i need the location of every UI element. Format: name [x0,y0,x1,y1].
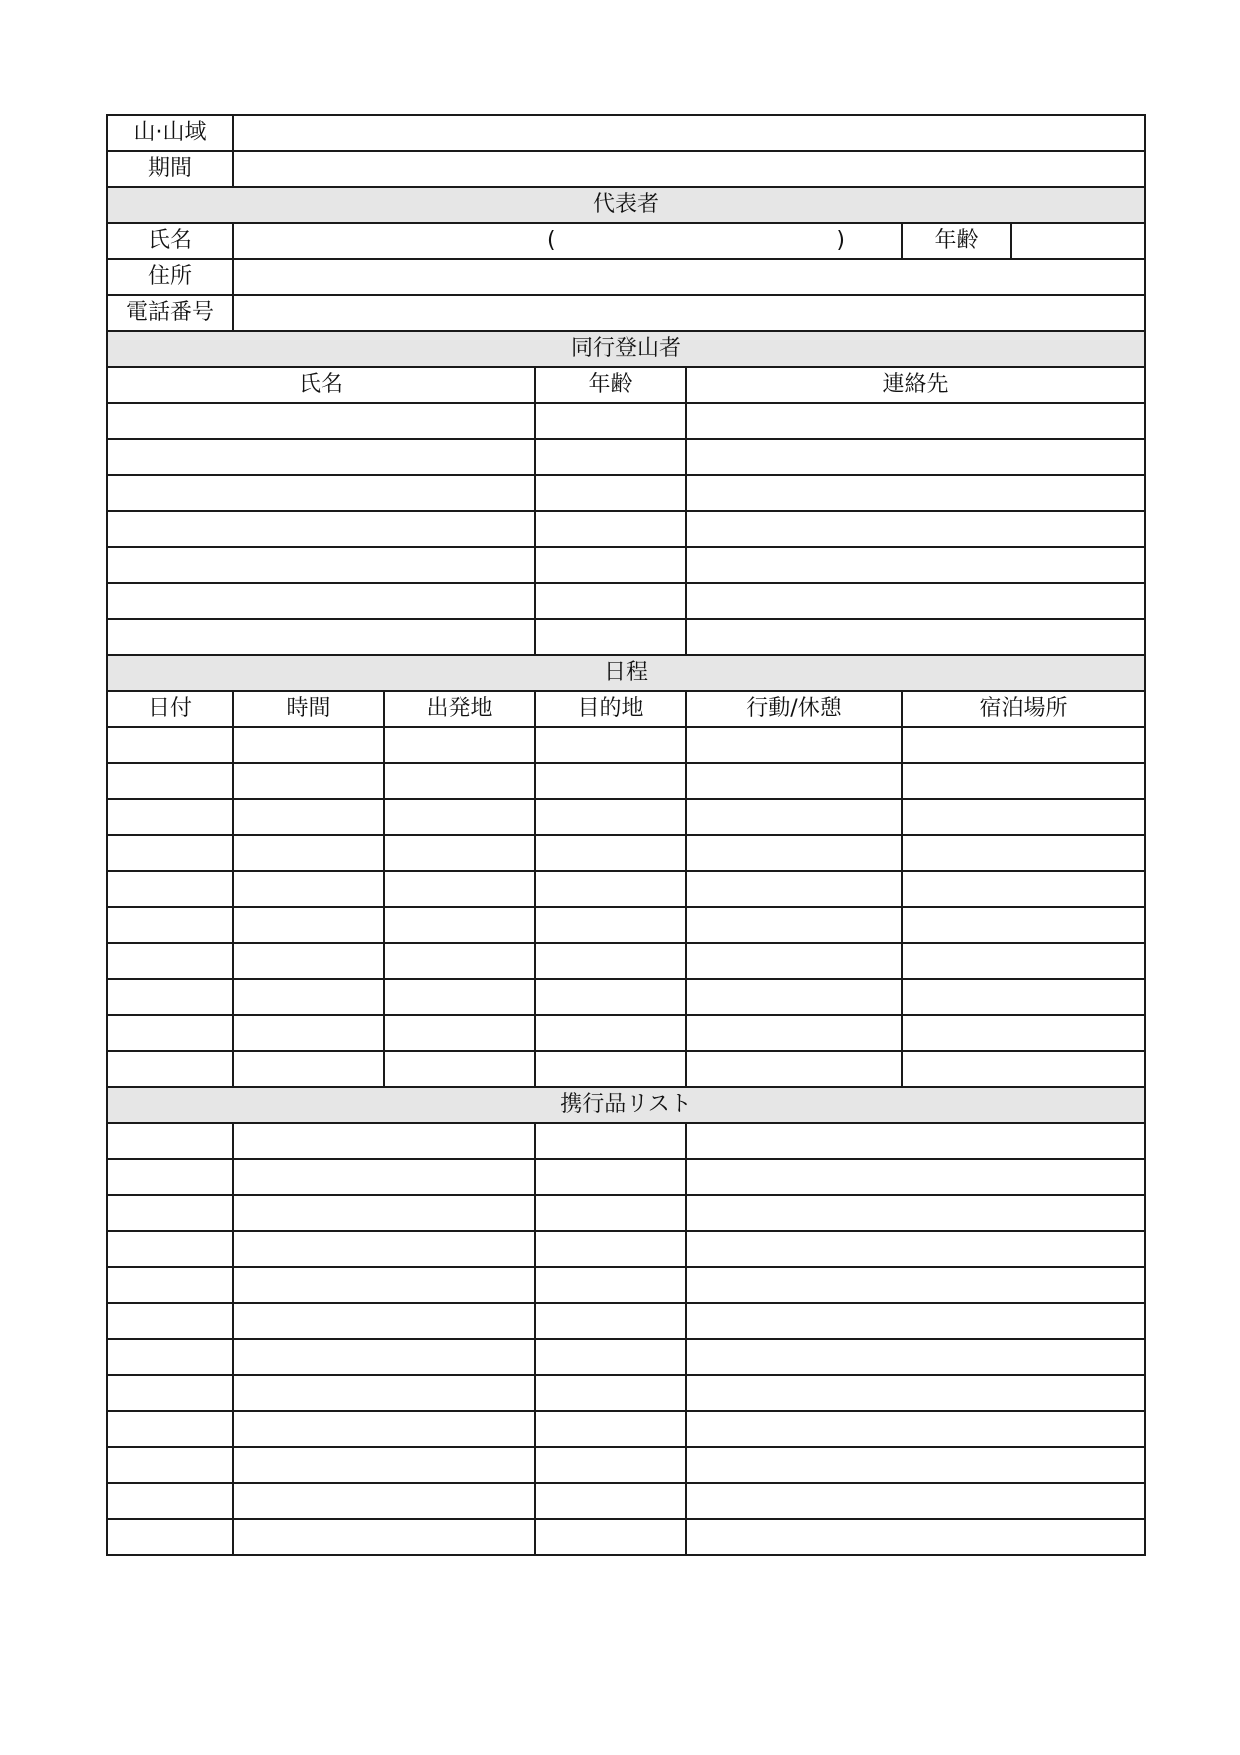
gear-section-title: 携行品リスト [107,1087,1145,1123]
gear-cell-2[interactable] [233,1483,535,1519]
gear-cell-4[interactable] [686,1231,1145,1267]
representative-address-row [107,259,1145,295]
gear-row [107,1195,1145,1231]
schedule-departure-cell[interactable] [384,1015,535,1051]
schedule-time-cell[interactable] [233,835,384,871]
gear-cell-4[interactable] [686,1123,1145,1159]
gear-cell-3[interactable] [535,1375,686,1411]
schedule-activity-cell[interactable] [686,727,902,763]
companion-age-cell[interactable] [535,403,686,439]
schedule-departure-cell[interactable] [384,907,535,943]
schedule-time-cell[interactable] [233,727,384,763]
schedule-row [107,943,1145,979]
schedule-date-cell[interactable] [107,763,233,799]
period-field[interactable] [233,151,1145,187]
schedule-destination-cell[interactable] [535,1051,686,1087]
schedule-activity-cell[interactable] [686,835,902,871]
companions-header-row [107,331,1145,367]
schedule-time-cell[interactable] [233,871,384,907]
schedule-lodging-cell[interactable] [902,727,1145,763]
gear-cell-2[interactable] [233,1447,535,1483]
schedule-destination-cell[interactable] [535,871,686,907]
gear-rows [107,1123,1145,1555]
companion-contact-cell[interactable] [686,583,1145,619]
gear-cell-2[interactable] [233,1519,535,1555]
companion-age-cell[interactable] [535,619,686,655]
gear-row [107,1303,1145,1339]
schedule-date-cell[interactable] [107,979,233,1015]
schedule-section-title: 日程 [107,655,1145,691]
gear-cell-2[interactable] [233,1267,535,1303]
schedule-departure-cell[interactable] [384,979,535,1015]
companion-row [107,475,1145,511]
period-label: 期間 [107,151,233,187]
schedule-departure-cell[interactable] [384,943,535,979]
mountain-label: 山·山域 [107,115,233,151]
schedule-lodging-cell[interactable] [902,907,1145,943]
schedule-activity-cell[interactable] [686,1051,902,1087]
representative-section-title: 代表者 [107,187,1145,223]
companion-contact-cell[interactable] [686,511,1145,547]
schedule-destination-cell[interactable] [535,979,686,1015]
schedule-destination-cell[interactable] [535,799,686,835]
schedule-col-date: 日付 [107,691,233,727]
gear-cell-2[interactable] [233,1411,535,1447]
gear-row [107,1411,1145,1447]
gear-cell-4[interactable] [686,1195,1145,1231]
gear-cell-4[interactable] [686,1519,1145,1555]
companions-col-age: 年齢 [535,367,686,403]
companion-contact-cell[interactable] [686,403,1145,439]
schedule-time-cell[interactable] [233,907,384,943]
representative-phone-row [107,295,1145,331]
companion-name-cell[interactable] [107,511,535,547]
companion-row [107,547,1145,583]
companion-name-cell[interactable] [107,619,535,655]
schedule-date-cell[interactable] [107,799,233,835]
gear-cell-1[interactable] [107,1375,233,1411]
schedule-activity-cell[interactable] [686,943,902,979]
companions-col-name: 氏名 [107,367,535,403]
companion-rows [107,403,1145,655]
companion-row [107,619,1145,655]
companion-row [107,583,1145,619]
representative-header-row [107,187,1145,223]
gear-cell-1[interactable] [107,1267,233,1303]
gear-cell-1[interactable] [107,1123,233,1159]
gear-cell-1[interactable] [107,1483,233,1519]
gear-cell-3[interactable] [535,1411,686,1447]
gear-cell-2[interactable] [233,1159,535,1195]
schedule-date-cell[interactable] [107,835,233,871]
schedule-destination-cell[interactable] [535,907,686,943]
companion-row [107,439,1145,475]
representative-address-label: 住所 [107,259,233,295]
representative-phone-field[interactable] [233,295,1145,331]
companion-row [107,511,1145,547]
gear-cell-2[interactable] [233,1339,535,1375]
gear-cell-4[interactable] [686,1159,1145,1195]
gear-cell-3[interactable] [535,1123,686,1159]
schedule-date-cell[interactable] [107,871,233,907]
schedule-lodging-cell[interactable] [902,979,1145,1015]
schedule-time-cell[interactable] [233,1051,384,1087]
schedule-activity-cell[interactable] [686,763,902,799]
companion-contact-cell[interactable] [686,547,1145,583]
schedule-destination-cell[interactable] [535,763,686,799]
schedule-date-cell[interactable] [107,1015,233,1051]
schedule-date-cell[interactable] [107,907,233,943]
schedule-destination-cell[interactable] [535,727,686,763]
companion-age-cell[interactable] [535,547,686,583]
climbing-plan-form [106,114,1144,1556]
gear-row [107,1123,1145,1159]
schedule-col-lodging: 宿泊場所 [902,691,1145,727]
companion-name-cell[interactable] [107,403,535,439]
gear-cell-2[interactable] [233,1123,535,1159]
gear-cell-3[interactable] [535,1159,686,1195]
schedule-departure-cell[interactable] [384,799,535,835]
companions-column-row [107,367,1145,403]
gear-row [107,1267,1145,1303]
schedule-column-row [107,691,1145,727]
paren-close: ) [836,228,845,253]
schedule-row [107,1015,1145,1051]
gear-cell-1[interactable] [107,1447,233,1483]
schedule-activity-cell[interactable] [686,871,902,907]
schedule-lodging-cell[interactable] [902,1015,1145,1051]
schedule-activity-cell[interactable] [686,979,902,1015]
schedule-departure-cell[interactable] [384,871,535,907]
gear-cell-4[interactable] [686,1483,1145,1519]
gear-row [107,1339,1145,1375]
schedule-date-cell[interactable] [107,943,233,979]
schedule-row [107,871,1145,907]
schedule-lodging-cell[interactable] [902,835,1145,871]
gear-cell-1[interactable] [107,1339,233,1375]
schedule-time-cell[interactable] [233,1015,384,1051]
companion-contact-cell[interactable] [686,439,1145,475]
gear-header-row [107,1087,1145,1123]
schedule-departure-cell[interactable] [384,727,535,763]
schedule-activity-cell[interactable] [686,1015,902,1051]
schedule-activity-cell[interactable] [686,799,902,835]
schedule-row [107,979,1145,1015]
gear-cell-4[interactable] [686,1375,1145,1411]
schedule-date-cell[interactable] [107,727,233,763]
gear-cell-4[interactable] [686,1339,1145,1375]
mountain-row [107,115,1145,151]
gear-cell-2[interactable] [233,1303,535,1339]
gear-cell-3[interactable] [535,1303,686,1339]
schedule-destination-cell[interactable] [535,943,686,979]
gear-cell-2[interactable] [233,1195,535,1231]
schedule-time-cell[interactable] [233,799,384,835]
schedule-row [107,907,1145,943]
schedule-time-cell[interactable] [233,943,384,979]
companions-section-title: 同行登山者 [107,331,1145,367]
period-row [107,151,1145,187]
schedule-time-cell[interactable] [233,763,384,799]
schedule-lodging-cell[interactable] [902,871,1145,907]
gear-cell-3[interactable] [535,1339,686,1375]
companion-contact-cell[interactable] [686,475,1145,511]
gear-cell-3[interactable] [535,1231,686,1267]
gear-row [107,1519,1145,1555]
schedule-departure-cell[interactable] [384,835,535,871]
companions-col-contact: 連絡先 [686,367,1145,403]
gear-cell-3[interactable] [535,1519,686,1555]
schedule-row [107,763,1145,799]
gear-cell-2[interactable] [233,1375,535,1411]
schedule-row [107,799,1145,835]
representative-age-field[interactable] [1011,223,1145,259]
schedule-departure-cell[interactable] [384,763,535,799]
gear-cell-1[interactable] [107,1411,233,1447]
companion-age-cell[interactable] [535,583,686,619]
gear-cell-4[interactable] [686,1303,1145,1339]
schedule-col-destination: 目的地 [535,691,686,727]
schedule-row [107,835,1145,871]
schedule-col-departure: 出発地 [384,691,535,727]
gear-cell-3[interactable] [535,1195,686,1231]
schedule-activity-cell[interactable] [686,907,902,943]
companion-name-cell[interactable] [107,439,535,475]
schedule-destination-cell[interactable] [535,1015,686,1051]
schedule-lodging-cell[interactable] [902,1051,1145,1087]
companion-age-cell[interactable] [535,511,686,547]
representative-phone-label: 電話番号 [107,295,233,331]
schedule-lodging-cell[interactable] [902,763,1145,799]
paren-open: ( [547,228,556,253]
gear-cell-2[interactable] [233,1231,535,1267]
schedule-col-activity: 行動/休憩 [686,691,902,727]
gear-cell-4[interactable] [686,1447,1145,1483]
schedule-destination-cell[interactable] [535,835,686,871]
gear-cell-3[interactable] [535,1447,686,1483]
companion-age-cell[interactable] [535,439,686,475]
representative-age-label: 年齢 [902,223,1011,259]
schedule-header-row [107,655,1145,691]
schedule-time-cell[interactable] [233,979,384,1015]
mountain-field[interactable] [233,115,1145,151]
companion-contact-cell[interactable] [686,619,1145,655]
gear-cell-3[interactable] [535,1267,686,1303]
schedule-date-cell[interactable] [107,1051,233,1087]
gear-row [107,1231,1145,1267]
companion-name-cell[interactable] [107,547,535,583]
gear-row [107,1375,1145,1411]
gear-row [107,1159,1145,1195]
gear-cell-4[interactable] [686,1267,1145,1303]
schedule-col-time: 時間 [233,691,384,727]
schedule-lodging-cell[interactable] [902,799,1145,835]
schedule-row [107,727,1145,763]
companion-name-cell[interactable] [107,583,535,619]
gear-cell-1[interactable] [107,1231,233,1267]
representative-name-field[interactable] [233,223,902,259]
plan-table [106,114,1146,1556]
companion-name-cell[interactable] [107,475,535,511]
schedule-rows [107,727,1145,1087]
schedule-departure-cell[interactable] [384,1051,535,1087]
companion-row [107,403,1145,439]
gear-cell-1[interactable] [107,1303,233,1339]
name-reading-parentheses [234,230,901,252]
gear-cell-4[interactable] [686,1411,1145,1447]
gear-cell-1[interactable] [107,1519,233,1555]
companion-age-cell[interactable] [535,475,686,511]
gear-cell-3[interactable] [535,1483,686,1519]
gear-row [107,1483,1145,1519]
representative-name-label: 氏名 [107,223,233,259]
gear-cell-1[interactable] [107,1195,233,1231]
gear-row [107,1447,1145,1483]
gear-cell-1[interactable] [107,1159,233,1195]
schedule-row [107,1051,1145,1087]
schedule-lodging-cell[interactable] [902,943,1145,979]
representative-name-row [107,223,1145,259]
representative-address-field[interactable] [233,259,1145,295]
